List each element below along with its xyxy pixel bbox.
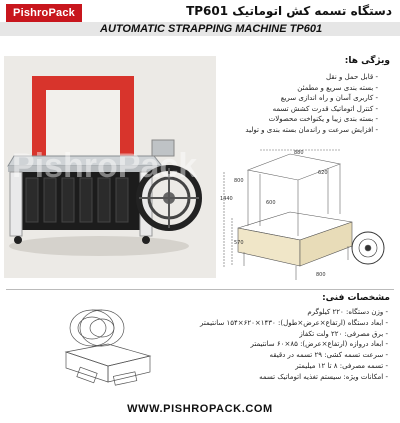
feature-item: - قابل حمل و نقل — [228, 72, 378, 83]
specs-list — [178, 307, 388, 383]
features-list — [228, 72, 378, 135]
machine-photo — [4, 56, 216, 278]
feature-item: - بسته بندی سریع و مطمئن — [228, 83, 378, 94]
feature-item: - افزایش سرعت و راندمان بسته بندی و تولید — [228, 125, 378, 136]
page-title-fa: دستگاه تسمه کش اتوماتیک TP601 — [186, 4, 392, 18]
strap-coils-illustration — [58, 300, 158, 390]
spec-item: - تسمه مصرفی: ۸ تا ۱۲ میلیمتر — [178, 361, 388, 372]
dim-label: 800 — [316, 272, 326, 278]
spec-item: - ابعاد دستگاه (ارتفاع×عرض×طول): ۱۴۳۰×۶۲۰×۱۵۴ سانتیمتر — [178, 318, 388, 329]
dim-label: 1440 — [220, 196, 233, 202]
spec-item: - سرعت تسمه کشی: ۲۹ تسمه در دقیقه — [178, 350, 388, 361]
technical-drawing — [220, 148, 396, 288]
section-divider — [6, 289, 394, 290]
dim-label: 880 — [294, 150, 304, 156]
brand-logo: PishroPack — [6, 4, 82, 22]
features-title: ویژگی ها: — [344, 56, 390, 66]
dim-label: 600 — [266, 200, 276, 206]
feature-item: - بسته بندی زیبا و یکنواخت محصولات — [228, 114, 378, 125]
website-url[interactable]: WWW.PISHROPACK.COM — [127, 403, 273, 415]
dim-label: 800 — [234, 178, 244, 184]
photo-watermark: PishroPack — [12, 147, 198, 185]
feature-item: - کنترل اتوماتیک قدرت کشش تسمه — [228, 104, 378, 115]
specs-title: مشخصات فنی: — [322, 293, 390, 303]
dim-label: 570 — [234, 240, 244, 246]
feature-item: - کاربری آسان و راه اندازی سریع — [228, 93, 378, 104]
spec-item: - ابعاد دروازه (ارتفاع×عرض): ۸۵×۶۰ سانتیمتر — [178, 339, 388, 350]
dim-label: 620 — [318, 170, 328, 176]
spec-item: - وزن دستگاه: ۲۲۰ کیلوگرم — [178, 307, 388, 318]
spec-item: - برق مصرفی: ۲۲۰ ولت تکفاز — [178, 329, 388, 340]
spec-item: - امکانات ویژه: سیستم تغذیه اتوماتیک تسمه — [178, 372, 388, 383]
page-title-en: AUTOMATIC STRAPPING MACHINE TP601 — [100, 23, 323, 35]
